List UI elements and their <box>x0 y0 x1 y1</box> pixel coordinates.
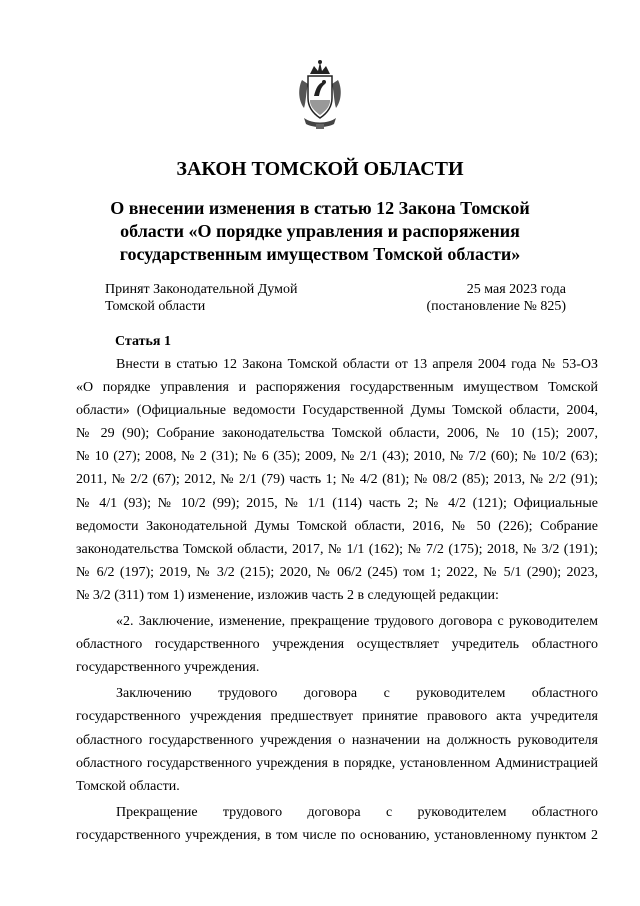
body-line: областного государственного учреждения в порядке, установленном Администрацией <box>76 755 598 771</box>
body-line: Внести в статью 12 Закона Томской области от 13 апреля 2004 года № 53-ОЗ <box>116 357 598 372</box>
body-line: государственного учреждения, в том числе по основанию, установленному пунктом 2 <box>76 827 598 843</box>
paragraph-4 <box>76 801 598 847</box>
body-line: «О порядке управления и распоряжения государственным имуществом Томской <box>76 380 598 396</box>
body-line: № 6/2 (197); 2019, № 3/2 (215); 2020, № 06/2 (245) том 1; 2022, № 5/1 (290); 2023, <box>76 564 598 580</box>
resolution-line: (постановление № 825) <box>426 299 566 314</box>
paragraph-2 <box>76 610 598 679</box>
body-line: законодательства Томской области, 2017, № 1/1 (162); № 7/2 (175); 2018, № 3/2 (191); <box>76 541 598 557</box>
subtitle-line: области «О порядке управления и распоряжения <box>120 221 520 241</box>
body-line: № 4/1 (93); № 10/2 (99); 2015, № 1/1 (114) часть 2; № 4/2 (121); Официальные <box>76 495 598 511</box>
law-title: ЗАКОН ТОМСКОЙ ОБЛАСТИ <box>176 158 464 180</box>
paragraph-3 <box>76 682 598 797</box>
coat-of-arms-emblem <box>296 58 344 130</box>
body-line: 2011, № 2/2 (67); 2012, № 2/1 (79) часть 1; № 4/2 (81); № 08/2 (85); 2013, № 2/2 (91); <box>76 472 598 488</box>
body-line: Томской области. <box>76 778 180 794</box>
body-line: «2. Заключение, изменение, прекращение трудового договора с руководителем <box>116 614 598 630</box>
adopted-by <box>105 281 297 315</box>
date-line: 25 мая 2023 года <box>466 282 566 297</box>
body-line: ведомости Законодательной Думы Томской области, 2016, № 50 (226); Собрание <box>76 518 598 534</box>
article-heading: Статья 1 <box>115 334 171 349</box>
body-line: Заключению трудового договора с руководителем областного <box>116 686 598 702</box>
body-line: областного государственного учреждения осуществляет учредитель областного <box>76 637 598 653</box>
body-line: Прекращение трудового договора с руководителем областного <box>116 804 598 820</box>
article-body <box>76 353 598 847</box>
law-subtitle <box>80 197 560 266</box>
subtitle-line: О внесении изменения в статью 12 Закона Томской <box>110 198 530 218</box>
adopted-by-line: Принят Законодательной Думой <box>105 282 298 297</box>
body-line: областного государственного учреждения о назначении на должность руководителя <box>76 732 598 748</box>
body-line: государственного учреждения предшествует принятие правового акта учредителя <box>76 709 598 725</box>
adoption-date <box>426 281 566 315</box>
body-line: № 10 (27); 2008, № 2 (31); № 6 (35); 2009, № 2/1 (43); 2010, № 7/2 (60); № 10/2 (63); <box>76 449 598 465</box>
body-line: № 3/2 (311) том 1) изменение, изложив часть 2 в следующей редакции: <box>76 587 499 603</box>
body-line: области» (Официальные ведомости Государственной Думы Томской области, 2004, <box>76 403 598 419</box>
paragraph-1 <box>76 353 598 607</box>
body-line: государственного учреждения. <box>76 660 260 676</box>
adopted-by-line: Томской области <box>105 299 206 314</box>
subtitle-line: государственным имуществом Томской области» <box>119 244 521 264</box>
body-line: № 29 (90); Собрание законодательства Томской области, 2006, № 10 (15); 2007, <box>76 426 598 442</box>
